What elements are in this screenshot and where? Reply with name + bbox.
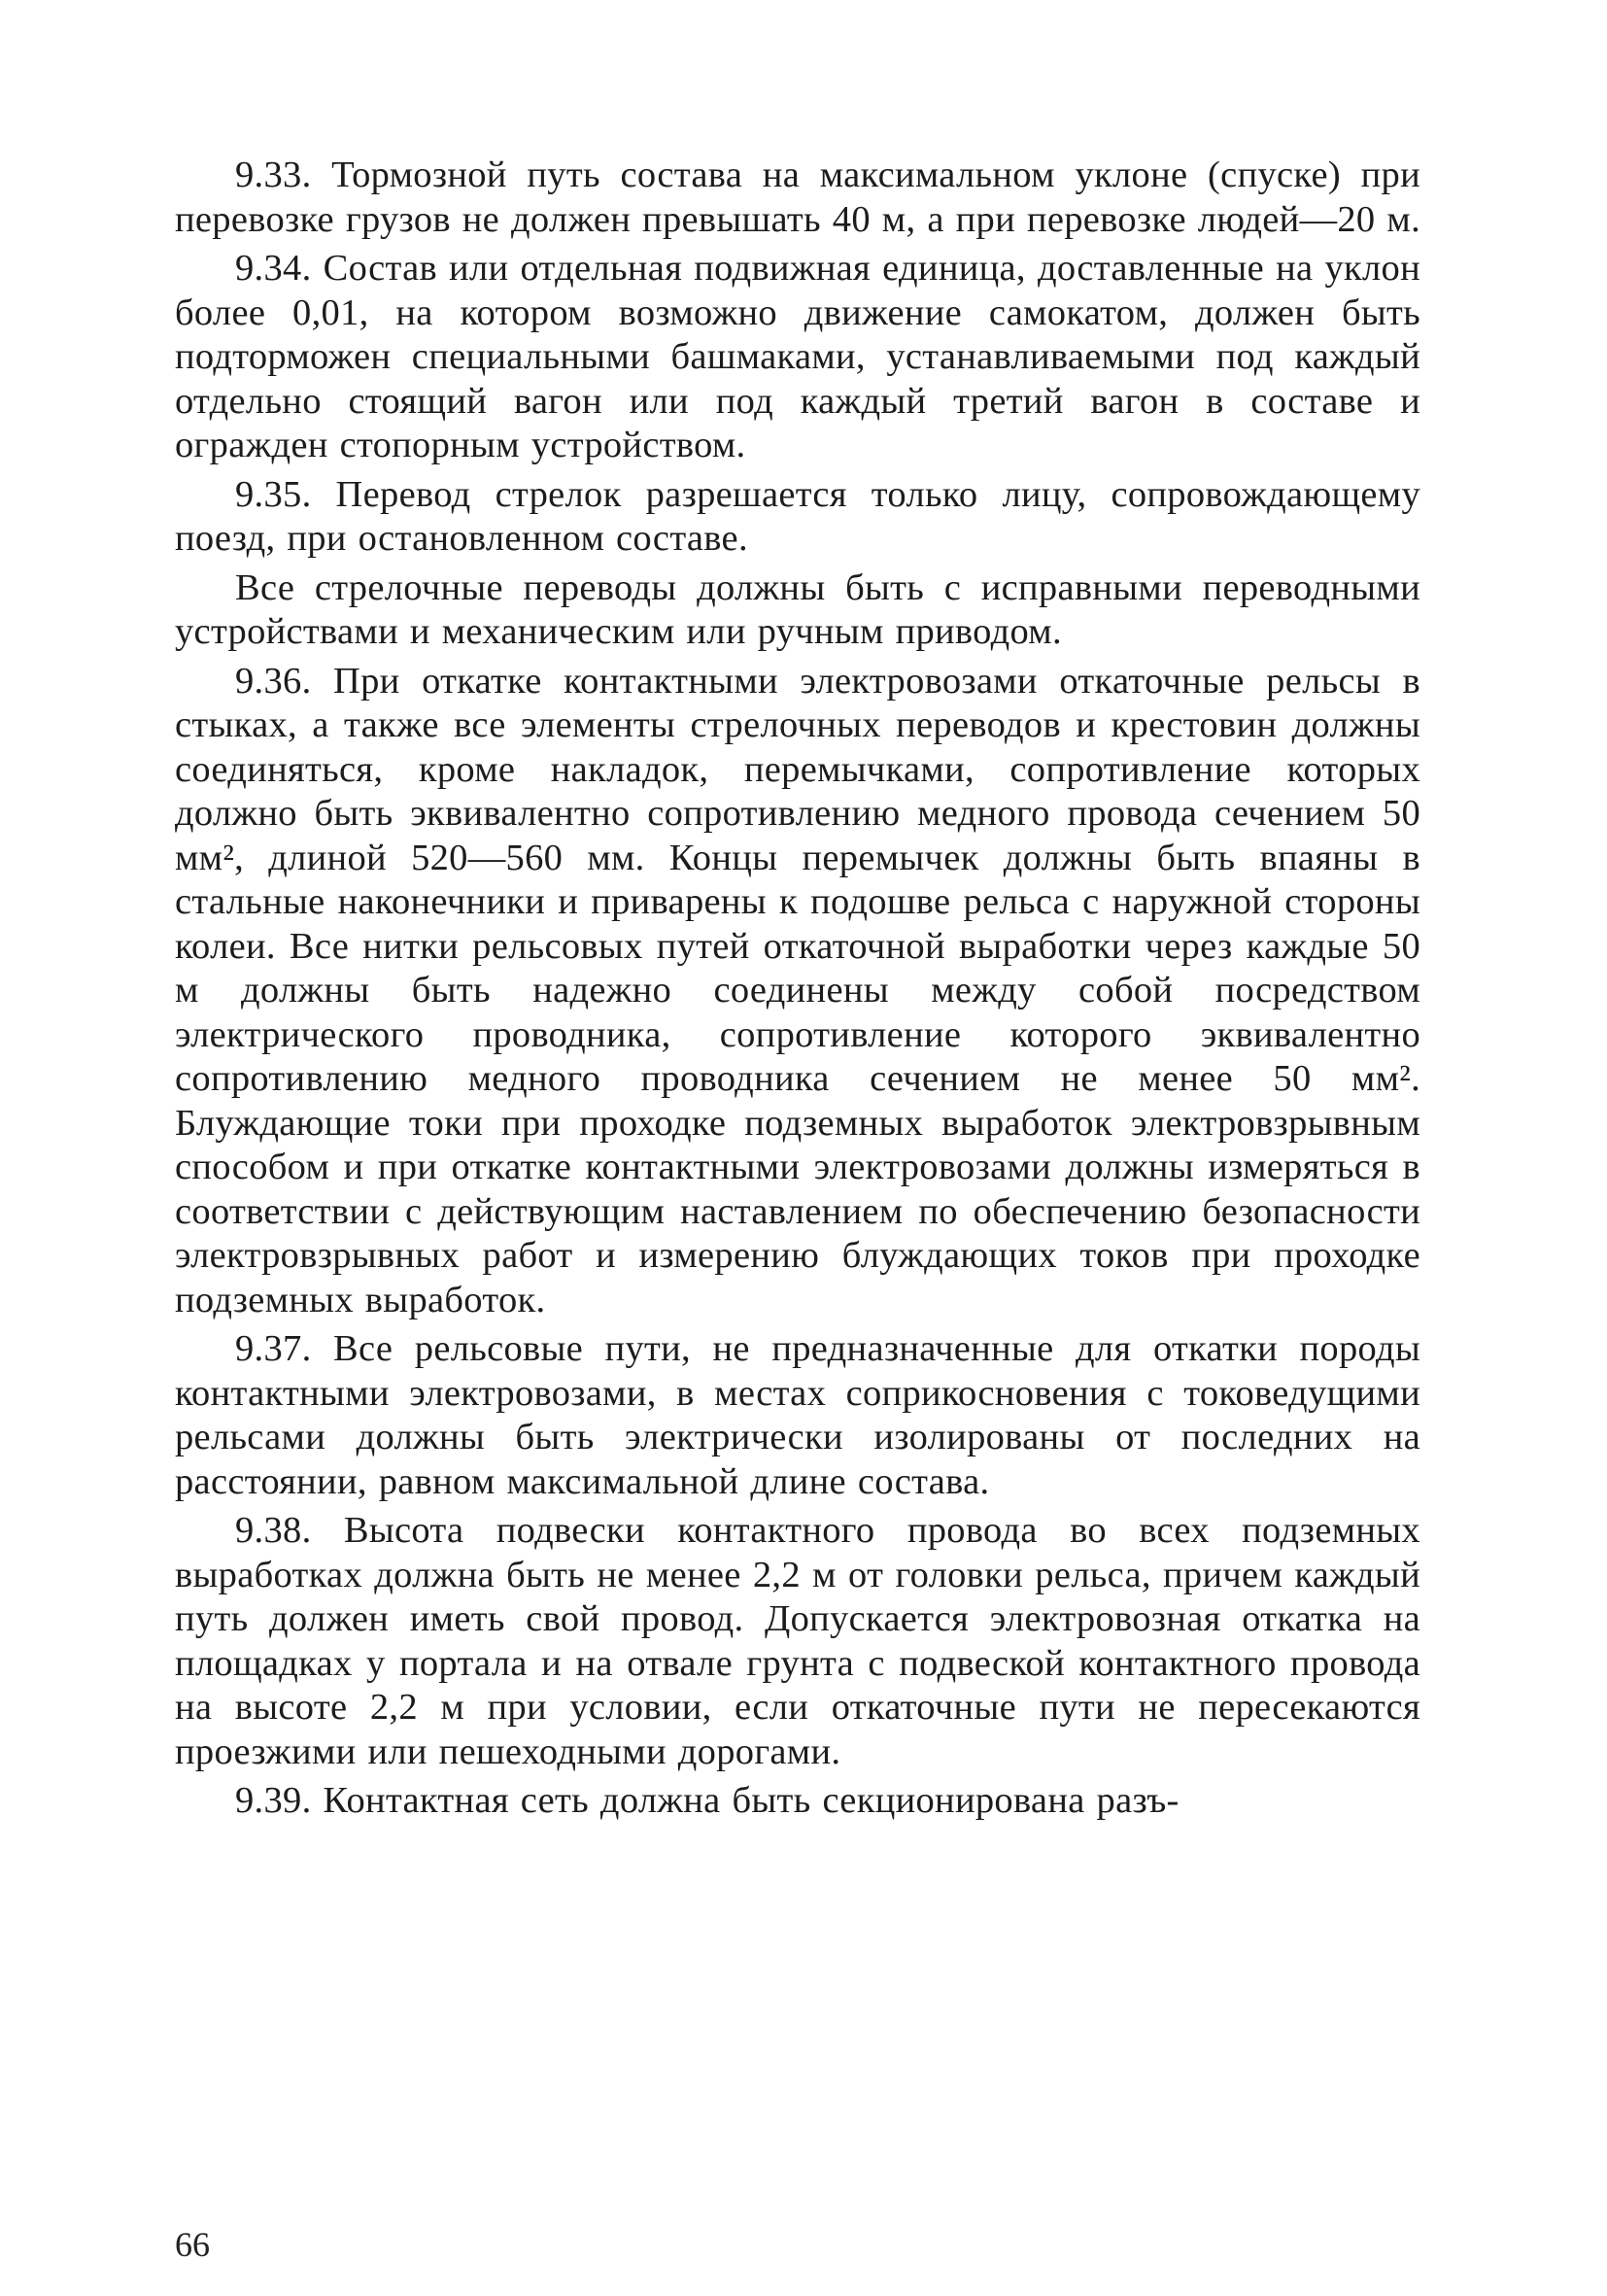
paragraph-9-36: 9.36. При откатке контактными электровозами откаточные рельсы в стыках, а также все элементы стрелочных переводов и крестовин должны соединяться, кроме накладок, перемычками, сопротивление которых должно быть эквивалентно сопротивлению медного провода сечением 50 мм², длиной 520—560 мм. Концы перемычек должны быть впаяны в стальные наконечники и приварены к подошве рельса с наружной стороны колеи. Все нитки рельсовых путей откаточной выработки через каждые 50 м должны быть надежно соединены между собой посредством электрического проводника, сопротивление которого эквивалентно сопротивлению медного проводника сечением не менее 50 мм². Блуждающие токи при проходке подземных выработок электровзрывным способом и при откатке контактными электровозами должны измеряться в соответствии с действующим наставлением по обеспечению безопасности электровзрывных работ и измерению блуждающих токов при проходке подземных выработок.	[175, 660, 1420, 1320]
paragraph-9-38: 9.38. Высота подвески контактного провода во всех подземных выработках должна быть не менее 2,2 м от головки рельса, причем каждый путь должен иметь свой провод. Допускается электровозная откатка на площадках у портала и на отвале грунта с подвеской контактного провода на высоте 2,2 м при условии, если откаточные пути не пересекаются проезжими или пешеходными дорогами.	[175, 1510, 1420, 1772]
body-text	[175, 154, 1420, 1829]
paragraph-9-34: 9.34. Состав или отдельная подвижная единица, доставленные на уклон более 0,01, на котором возможно движение самокатом, должен быть подторможен специальными башмаками, устанавливаемыми под каждый отдельно стоящий вагон или под каждый третий вагон в составе и огражден стопорным устройством.	[175, 248, 1420, 465]
paragraph-9-37: 9.37. Все рельсовые пути, не предназначенные для откатки породы контактными электровозами, в местах соприкосновения с токоведущими рельсами должны быть электрически изолированы от последних на расстоянии, равном максимальной длине состава.	[175, 1328, 1420, 1502]
paragraph-9-33: 9.33. Тормозной путь состава на максимальном уклоне (спуске) при перевозке грузов не должен превышать 40 м, а при перевозке людей—20 м.	[175, 154, 1420, 240]
paragraph-switches: Все стрелочные переводы должны быть с исправными переводными устройствами и механическим или ручным приводом.	[175, 566, 1420, 652]
page-number: 66	[175, 2225, 210, 2264]
paragraph-9-39: 9.39. Контактная сеть должна быть секционирована разъ-	[235, 1780, 1180, 1821]
paragraph-9-35: 9.35. Перевод стрелок разрешается только лицу, сопровождающему поезд, при остановленном составе.	[175, 473, 1420, 559]
